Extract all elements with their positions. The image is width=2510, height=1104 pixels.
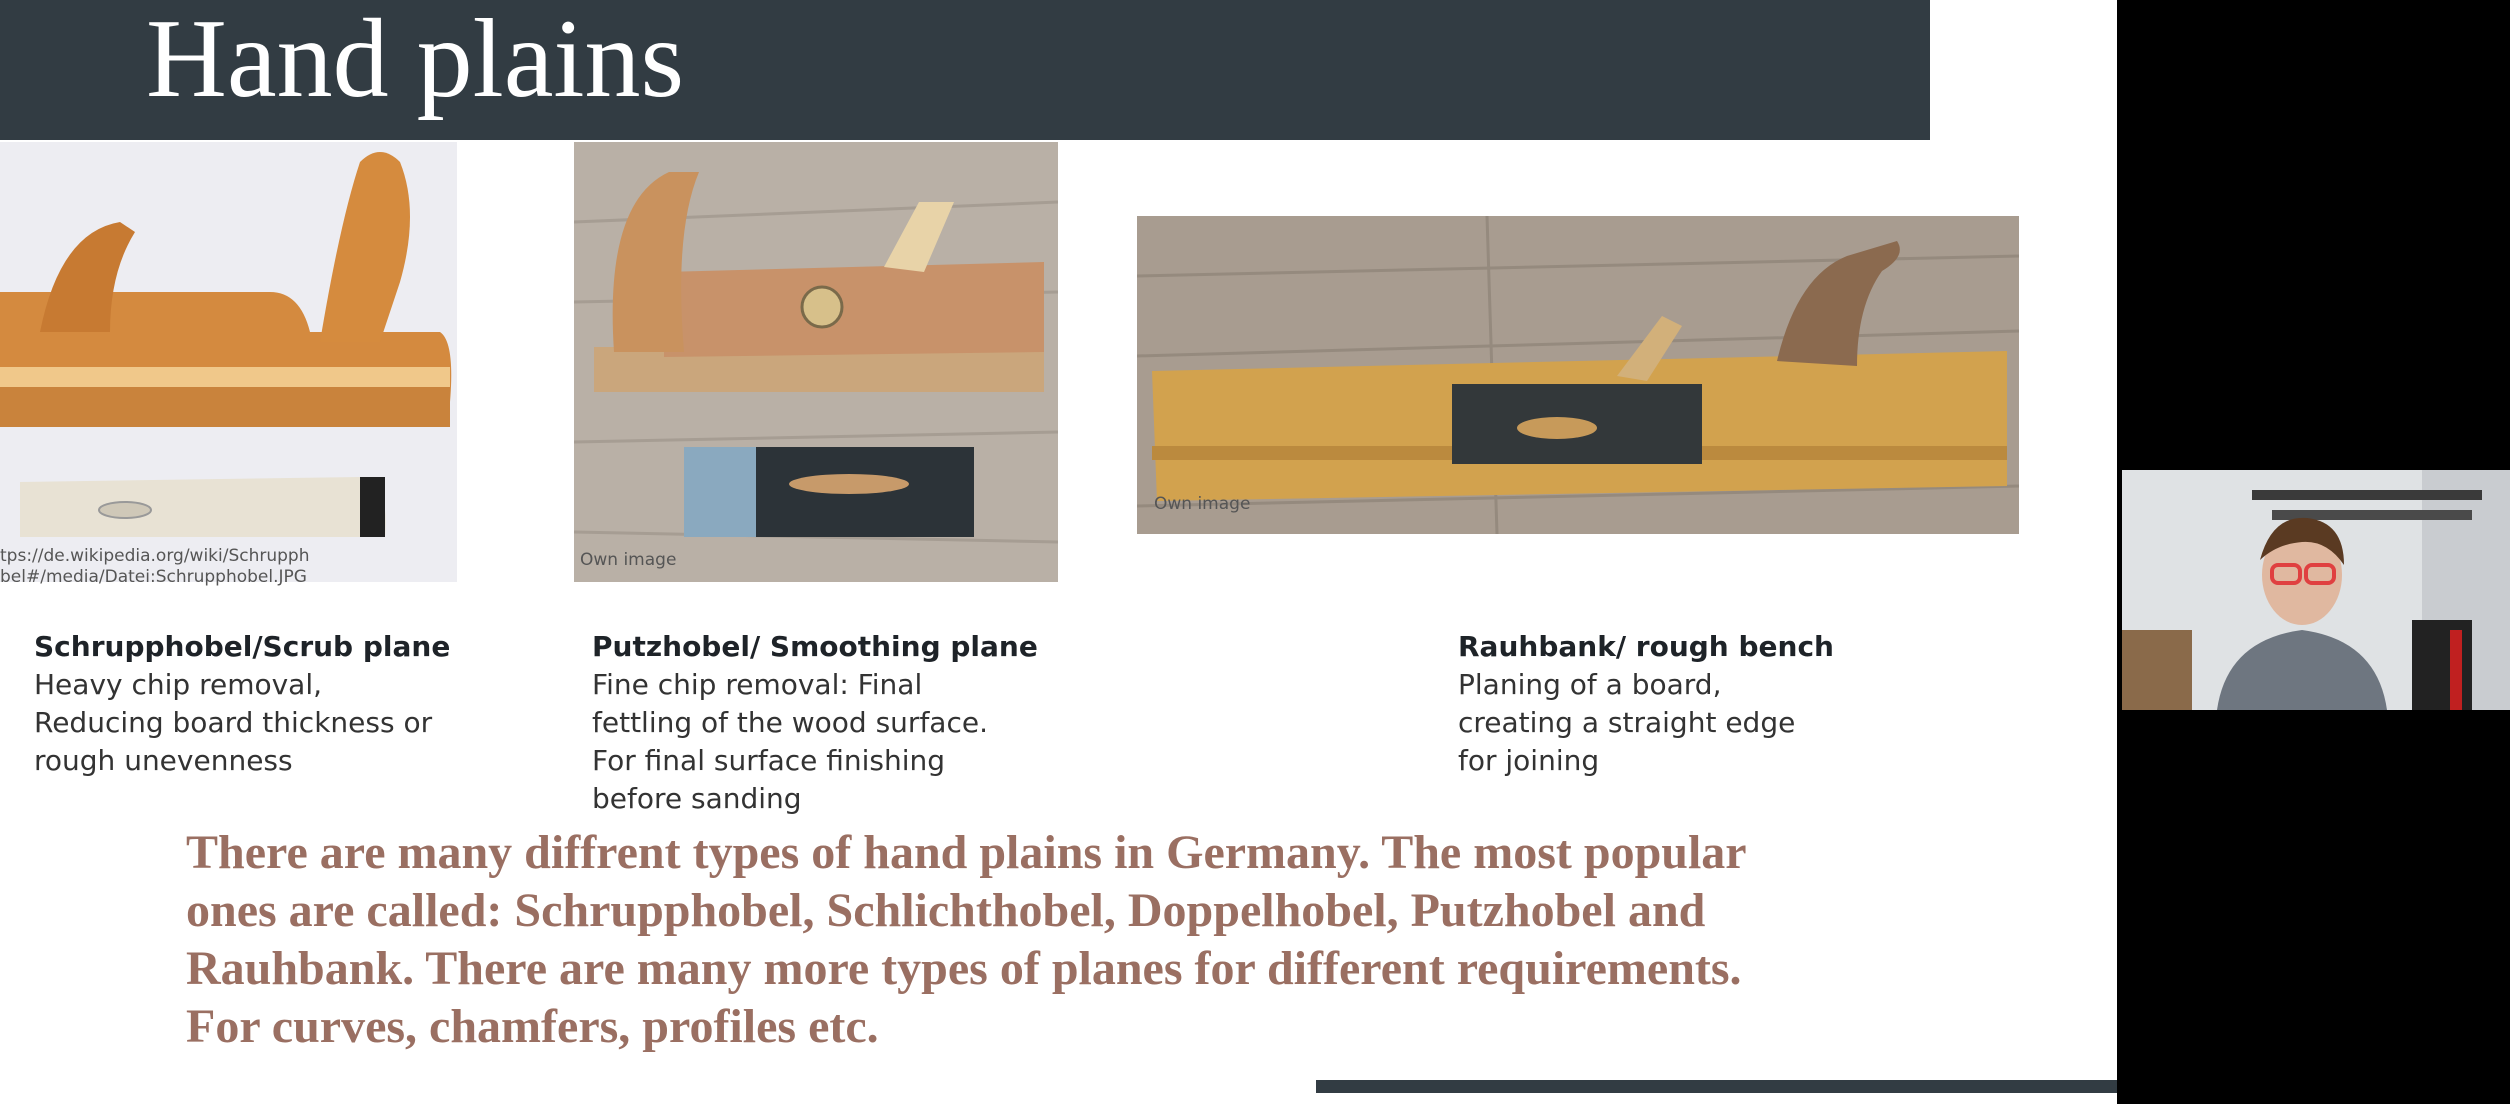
caption-line: before sanding <box>592 782 802 815</box>
scrub-plane-credit: tps://de.wikipedia.org/wiki/Schrupph bel#/media/Datei:Schrupphobel.JPG <box>0 546 310 587</box>
body-paragraph <box>186 824 1906 1056</box>
bottom-accent-bar <box>1316 1080 2117 1093</box>
caption-line: For final surface finishing <box>592 744 946 777</box>
slide-title: Hand plains <box>146 0 685 121</box>
caption-line: Reducing board thickness or <box>34 706 433 739</box>
smoothing-plane-image <box>574 142 1058 582</box>
body-line: Rauhbank. There are many more types of planes for different requirements. <box>186 942 1742 995</box>
caption-line: for joining <box>1458 744 1600 777</box>
caption-line: Planing of a board, <box>1458 668 1722 701</box>
caption-line: fettling of the wood surface. <box>592 706 988 739</box>
title-bar <box>0 0 1930 140</box>
caption-smoothing-plane <box>592 628 1038 818</box>
caption-rough-bench <box>1458 628 1834 780</box>
caption-scrub-plane <box>34 628 450 780</box>
caption-heading: Schrupphobel/Scrub plane <box>34 630 451 663</box>
smoothing-plane-credit: Own image <box>580 550 677 570</box>
body-line: ones are called: Schrupphobel, Schlichthobel, Doppelhobel, Putzhobel and <box>186 884 1706 937</box>
rough-bench-credit: Own image <box>1154 494 1251 514</box>
caption-line: Heavy chip removal, <box>34 668 323 701</box>
caption-heading: Rauhbank/ rough bench <box>1458 630 1834 663</box>
caption-heading: Putzhobel/ Smoothing plane <box>592 630 1038 663</box>
caption-line: creating a straight edge <box>1458 706 1796 739</box>
body-line: There are many diffrent types of hand plains in Germany. The most popular <box>186 826 1747 879</box>
presenter-webcam <box>2122 470 2510 710</box>
caption-line: rough unevenness <box>34 744 293 777</box>
caption-line: Fine chip removal: Final <box>592 668 923 701</box>
rough-bench-image <box>1137 216 2019 534</box>
body-line: For curves, chamfers, profiles etc. <box>186 1000 879 1053</box>
scrub-plane-image <box>0 142 457 582</box>
